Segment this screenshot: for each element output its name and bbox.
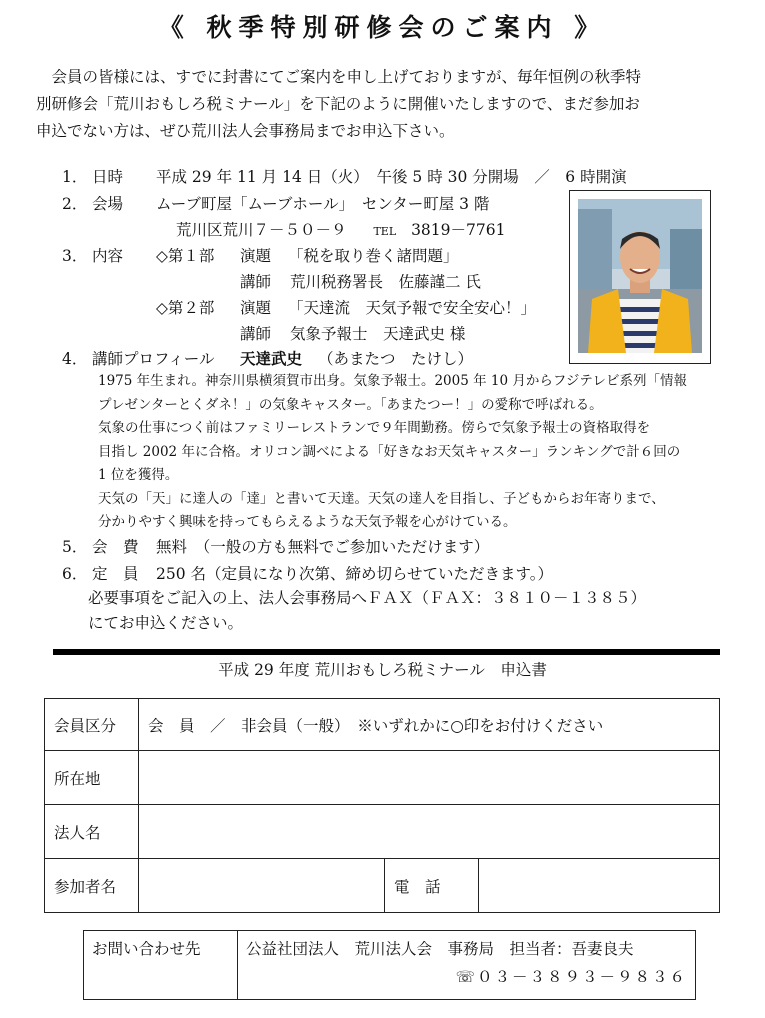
capacity-text: 250 名（定員になり次第、締め切らせていただきます。） [156,565,554,583]
contact-box [83,930,696,1000]
item-number: 4． [62,350,88,368]
contact-org: 公益社団法人 荒川法人会 事務局 担当者：吾妻良夫 [246,940,634,958]
company-label: 法人名 [45,805,139,859]
profile-line: プレゼンターとくダネ！」の気象キャスター。「あまたつー！」の愛称で呼ばれる。 [98,396,603,413]
part2-name: ◇第２部 [156,299,215,317]
item-number: 6． [62,565,88,583]
contact-label: お問い合わせ先 [84,931,238,1000]
item-number: 1． [62,168,88,186]
divider-rule [53,649,720,655]
part2-speaker: 気象予報士 天達武史 様 [289,325,466,343]
participant-label: 参加者名 [45,859,139,913]
tel-label: TEL [373,225,397,238]
venue-address: 荒川区荒川７－５０－９ [176,221,347,239]
page-title: 《 秋季特別研修会のご案内 》 [158,13,607,42]
speaker-photo [578,199,702,353]
part2-speaker-label: 講師 [240,325,272,343]
profile-line: 天気の「天」に達人の「達」と書いて天達。天気の達人を目指し、子どもからお年寄りまで、 [98,490,665,507]
phone-field[interactable] [479,859,720,913]
intro-line: 別研修会「荒川おもしろ税ミナール」を下記のように開催いたしますので、まだ参加お [36,95,640,113]
item-label: 定 員 [92,565,139,583]
apply-instruction: 必要事項をご記入の上、法人会事務局へＦＡＸ（ＦＡＸ：３８１０－１３８５） [88,589,647,607]
company-field[interactable] [139,805,720,859]
profile-text [98,370,687,535]
item-label: 日時 [92,168,124,186]
venue-name: ムーブ町屋「ムーブホール」 センター町屋 3 階 [156,195,490,213]
intro-line: 申込でない方は、ぜひ荒川法人会事務局までお申込下さい。 [36,122,455,140]
member-type-field[interactable]: 会 員 ／ 非会員（一般） ※いずれかに○印をお付けください [139,699,720,751]
intro-line: 会員の皆様には、すでに封書にてご案内を申し上げておりますが、毎年恒例の秋季特 [51,68,641,86]
form-title: 平成 29 年度 荒川おもしろ税ミナール 申込書 [218,661,547,679]
item-number: 3． [62,247,88,265]
profile-line: 気象の仕事につく前はファミリーレストランで９年間勤務。傍らで気象予報士の資格取得を [98,420,651,436]
venue-tel: 3819－7761 [411,221,506,239]
profile-line: 目指し 2002 年に合格。オリコン調べによる「好きなお天気キャスター」ランキングで計６回の [98,443,681,460]
application-form [44,698,720,913]
profile-line: 1 位を獲得。 [98,467,179,483]
item-number: 5． [62,538,88,556]
item-label: 会 費 [92,538,139,556]
speaker-name: 天達武史 [240,349,303,368]
part1-name: ◇第１部 [156,247,215,265]
part1-speaker-label: 講師 [240,273,272,291]
part1-speaker: 荒川税務署長 佐藤謹二 氏 [289,273,481,291]
address-label: 所在地 [45,751,139,805]
profile-line: 1975 年生まれ。神奈川県横須賀市出身。気象予報士。2005 年 10 月からフジテレビ系列「情報 [98,373,688,389]
part1-title: 「税を取り巻く諸問題」 [288,247,459,265]
item-label: 内容 [92,247,124,265]
part1-speaker-line [240,270,481,292]
date-text: 平成 29 年 11 月 14 日（火） 午後 5 時 30 分開場 ／ 6 時開演 [156,168,627,186]
contact-phone: ☏０３－３８９３－９８３６ [455,968,687,986]
address-field[interactable] [139,751,720,805]
venue-address-line [176,218,505,240]
part2-title: 「天達流 天気予報で安全安心！」 [288,299,537,317]
speaker-reading: （あまたつ たけし） [318,350,474,368]
member-type-label: 会員区分 [45,699,139,751]
item-label: 会場 [92,195,124,213]
part2-title-label: 演題 [240,299,272,317]
fee-text: 無料 （一般の方も無料でご参加いただけます） [156,538,490,556]
phone-label: 電 話 [385,859,479,913]
item-number: 2． [62,195,88,213]
part1-title-label: 演題 [240,247,272,265]
part2-speaker-line [240,322,465,344]
participant-field[interactable] [139,859,385,913]
speaker-photo-frame [569,190,711,364]
item-label: 講師プロフィール [92,350,215,368]
intro-paragraph [36,64,726,145]
apply-instruction-2: にてお申込ください。 [88,614,244,632]
contact-info [238,931,696,1000]
profile-line: 分かりやすく興味を持ってもらえるような天気予報を心がけている。 [98,514,517,530]
